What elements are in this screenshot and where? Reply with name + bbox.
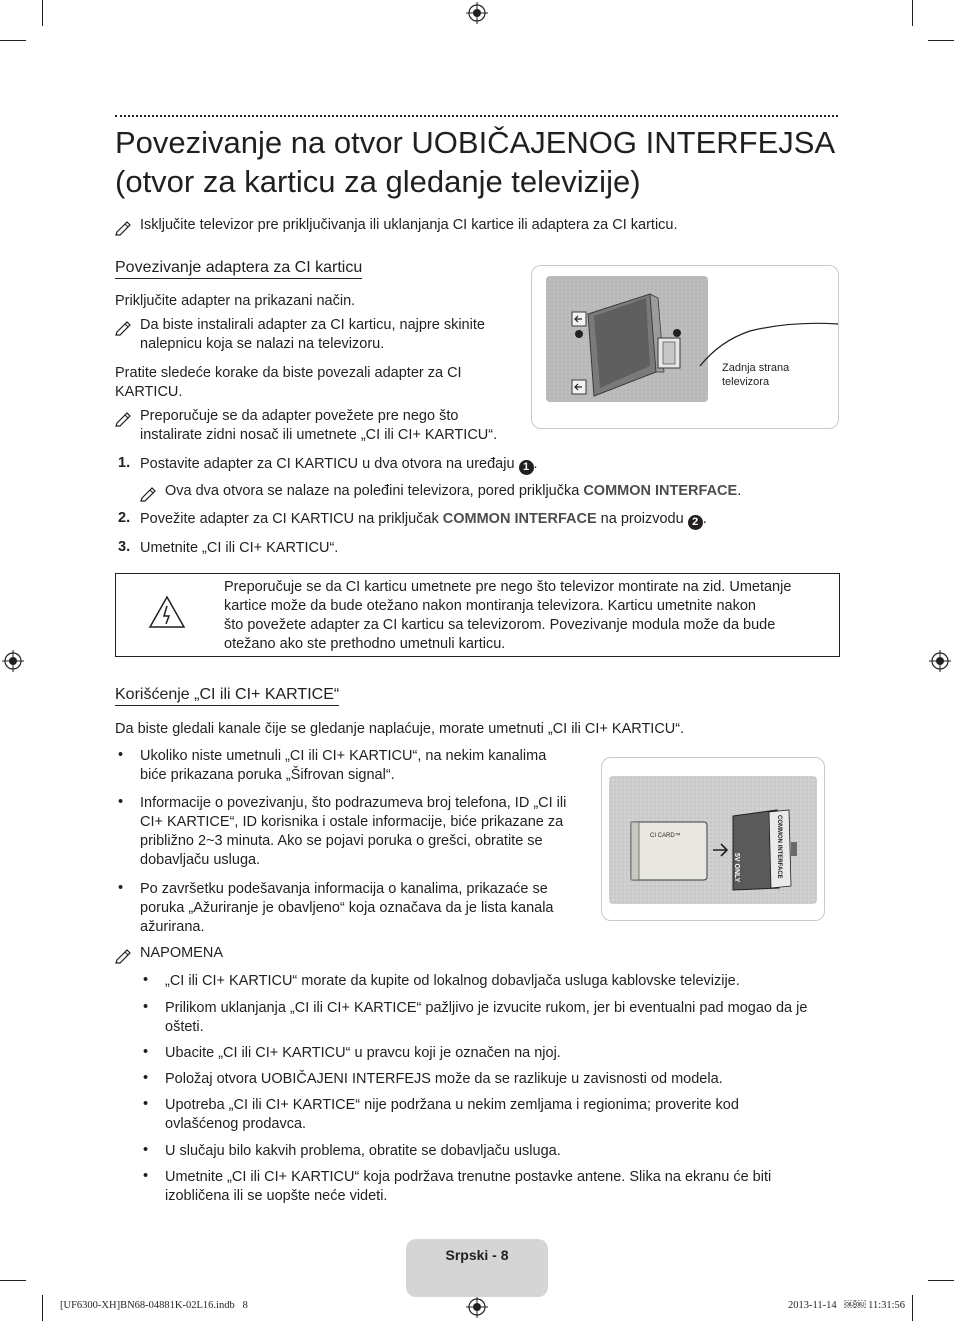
step1-note bbox=[165, 482, 741, 501]
warning-line2: kartice može da bude otežano nakon montiranja televizora. Karticu umetnite nakon bbox=[224, 598, 756, 614]
section2-heading: Korišćenje „CI ili CI+ KARTICE“ bbox=[115, 686, 339, 706]
step2-label2: na proizvodu bbox=[600, 511, 684, 527]
step1-note-period: . bbox=[737, 483, 742, 499]
page-number-tab bbox=[406, 1239, 548, 1297]
bullet-dot: • bbox=[118, 880, 124, 896]
pencil-note-icon bbox=[115, 946, 133, 964]
bullet2-line1: Informacije o povezivanju, što podrazumeva broj telefona, ID „CI ili bbox=[140, 795, 567, 811]
section2-bullet2 bbox=[140, 794, 566, 870]
registration-mark-icon bbox=[2, 650, 24, 672]
crop-mark bbox=[0, 40, 26, 41]
crop-mark bbox=[42, 0, 43, 26]
ci-card-insertion-illustration bbox=[609, 776, 817, 904]
section1-note1-line2: nalepnicu koja se nalazi na televizoru. bbox=[140, 336, 385, 352]
warning-triangle-icon bbox=[148, 594, 186, 630]
pencil-note-icon bbox=[115, 218, 133, 236]
step2-period: . bbox=[702, 511, 707, 527]
warning-box bbox=[115, 573, 840, 657]
section1-note2 bbox=[140, 407, 497, 445]
section2-intro: Da biste gledali kanale čije se gledanje naplaćuje, morate umetnuti „CI ili CI+ KARTICU“. bbox=[115, 721, 685, 737]
bullet2-line2: CI+ KARTICE“, ID korisnika i ostale informacije, biće prikazane za bbox=[140, 814, 564, 830]
section1-heading: Povezivanje adaptera za CI karticu bbox=[115, 259, 362, 279]
page-title bbox=[115, 123, 855, 201]
bullet-dot: • bbox=[143, 972, 149, 988]
slot-label-5v: 5V ONLY bbox=[733, 853, 740, 883]
note7-line1: Umetnite „CI ili CI+ KARTICU“ koja podržava trenutne postavke antene. Slika na ekranu će biti bbox=[165, 1169, 772, 1185]
section1-note2-line2: instalirate zidni nosač ili umetnete „CI ili CI+ KARTICU“. bbox=[140, 427, 498, 443]
section1-p2-line1: Pratite sledeće korake da biste povezali adapter za CI bbox=[115, 365, 462, 381]
page-title-line2: (otvor za karticu za gledanje televizije) bbox=[115, 164, 641, 199]
top-note: Isključite televizor pre priključivanja ili uklanjanja CI kartice ili adaptera za CI karticu. bbox=[140, 217, 678, 233]
note5-line2: ovlašćenog prodavca. bbox=[165, 1116, 307, 1132]
figure-ci-card bbox=[601, 757, 825, 921]
step1-badge: 1 bbox=[519, 460, 534, 475]
note-item-5 bbox=[165, 1096, 739, 1134]
note2-line1: Prilikom uklanjanja „CI ili CI+ KARTICE“ pažljivo je izvucite rukom, jer bi eventualni pad mogao da je bbox=[165, 1000, 808, 1016]
bullet-dot: • bbox=[118, 794, 124, 810]
note5-line1: Upotreba „CI ili CI+ KARTICE“ nije podržana u nekim zemljama i regionima; proverite kod bbox=[165, 1097, 739, 1113]
page-number: Srpski - 8 bbox=[445, 1247, 509, 1263]
crop-mark bbox=[928, 40, 954, 41]
note6-line1: U slučaju bilo kakvih problema, obratite se dobavljaču usluga. bbox=[165, 1143, 561, 1159]
note7-line2: izobličena ili se uopšte neće videti. bbox=[165, 1188, 388, 1204]
note-item-1 bbox=[165, 972, 740, 991]
footer-file: [UF6300-XH]BN68-04881K-02L16.indb 8 bbox=[60, 1300, 248, 1311]
figure-ci-adapter bbox=[531, 265, 839, 429]
bullet3-line3: ažurirana. bbox=[140, 919, 205, 935]
step1-label: Postavite adapter za CI KARTICU u dva otvora na uređaju bbox=[140, 456, 515, 472]
bullet-dot: • bbox=[143, 1096, 149, 1112]
bullet3-line1: Po završetku podešavanja informacija o kanalima, prikazaće se bbox=[140, 881, 548, 897]
notes-heading: NAPOMENA bbox=[140, 945, 223, 961]
warning-text bbox=[224, 578, 791, 654]
note1-line1: „CI ili CI+ KARTICU“ morate da kupite od lokalnog dobavljača usluga kablovske televizije. bbox=[165, 973, 740, 989]
bullet1-line2: biće prikazana poruka „Šifrovan signal“. bbox=[140, 767, 395, 783]
warning-line3: što povežete adapter za CI karticu sa televizorom. Povezivanje modula može da bude bbox=[224, 617, 776, 633]
section1-p1: Priključite adapter na prikazani način. bbox=[115, 293, 356, 309]
step3-text: Umetnite „CI ili CI+ KARTICU“. bbox=[140, 540, 339, 556]
note-item-2 bbox=[165, 999, 807, 1037]
step1-period: . bbox=[533, 456, 538, 472]
bullet-dot: • bbox=[143, 1168, 149, 1184]
figure-caption-line2: televizora bbox=[722, 376, 770, 388]
figure-caption bbox=[722, 361, 789, 389]
registration-mark-icon bbox=[466, 2, 488, 24]
step3-number: 3. bbox=[118, 539, 131, 555]
crop-mark bbox=[928, 1280, 954, 1281]
step1-text bbox=[140, 455, 538, 475]
pencil-note-icon bbox=[115, 318, 133, 336]
note-item-6 bbox=[165, 1142, 561, 1161]
step1-number: 1. bbox=[118, 455, 131, 471]
pencil-note-icon bbox=[115, 409, 133, 427]
warning-line1: Preporučuje se da CI karticu umetnete pre nego što televizor montirate na zid. Umetanje bbox=[224, 579, 792, 595]
bullet-dot: • bbox=[118, 747, 124, 763]
bullet2-line4: dobavljaču usluga. bbox=[140, 852, 261, 868]
warning-line4: otežano ako ste prethodno umetnuli karticu. bbox=[224, 636, 506, 652]
section1-note1 bbox=[140, 316, 485, 354]
section2-bullet3 bbox=[140, 880, 554, 937]
bullet-dot: • bbox=[143, 1142, 149, 1158]
note4-line1: Položaj otvora UOBIČAJENI INTERFEJS može da se razlikuje u zavisnosti od modela. bbox=[165, 1071, 723, 1087]
step2-keyword: COMMON INTERFACE bbox=[442, 511, 597, 527]
step2-number: 2. bbox=[118, 510, 131, 526]
pencil-note-icon bbox=[140, 484, 158, 502]
section1-p2 bbox=[115, 364, 462, 402]
note-item-4 bbox=[165, 1070, 723, 1089]
page-title-line1: Povezivanje na otvor UOBIČAJENOG INTERFEJSA bbox=[115, 125, 836, 160]
crop-mark bbox=[42, 1295, 43, 1321]
step2-text bbox=[140, 510, 707, 530]
note-item-3 bbox=[165, 1044, 561, 1063]
registration-mark-icon bbox=[466, 1296, 488, 1318]
step2-badge: 2 bbox=[688, 515, 703, 530]
bullet-dot: • bbox=[143, 1044, 149, 1060]
bullet-dot: • bbox=[143, 1070, 149, 1086]
step1-note-text: Ova dva otvora se nalaze na poleđini televizora, pored priključka bbox=[165, 483, 580, 499]
figure-caption-line1: Zadnja strana bbox=[722, 362, 790, 374]
crop-mark bbox=[912, 0, 913, 26]
step2-label: Povežite adapter za CI KARTICU na priključak bbox=[140, 511, 439, 527]
step1-note-keyword: COMMON INTERFACE bbox=[583, 483, 738, 499]
section1-note1-line1: Da biste instalirali adapter za CI karticu, najpre skinite bbox=[140, 317, 485, 333]
bullet-dot: • bbox=[143, 999, 149, 1015]
note-item-7 bbox=[165, 1168, 771, 1206]
note3-line1: Ubacite „CI ili CI+ KARTICU“ u pravcu koji je označen na njoj. bbox=[165, 1045, 561, 1061]
ci-card-label: CI CARD™ bbox=[650, 833, 681, 839]
footer-date: 2013-11-14 ￼￼ 11:31:56 bbox=[788, 1300, 906, 1311]
registration-mark-icon bbox=[929, 650, 951, 672]
bullet2-line3: približno 2~3 minuta. Ako se pojavi poruka o grešci, obratite se bbox=[140, 833, 543, 849]
bullet1-line1: Ukoliko niste umetnuli „CI ili CI+ KARTICU“, na nekim kanalima bbox=[140, 748, 547, 764]
section2-bullet1 bbox=[140, 747, 546, 785]
section1-note2-line1: Preporučuje se da adapter povežete pre nego što bbox=[140, 408, 459, 424]
section1-p2-line2: KARTICU. bbox=[115, 384, 183, 400]
title-rule bbox=[115, 115, 838, 117]
bullet3-line2: poruka „Ažuriranje je obavljeno“ koja označava da je lista kanala bbox=[140, 900, 554, 916]
slot-label-common-interface: COMMON INTERFACE bbox=[776, 815, 782, 879]
crop-mark bbox=[0, 1280, 26, 1281]
note2-line2: ošteti. bbox=[165, 1019, 204, 1035]
crop-mark bbox=[912, 1295, 913, 1321]
